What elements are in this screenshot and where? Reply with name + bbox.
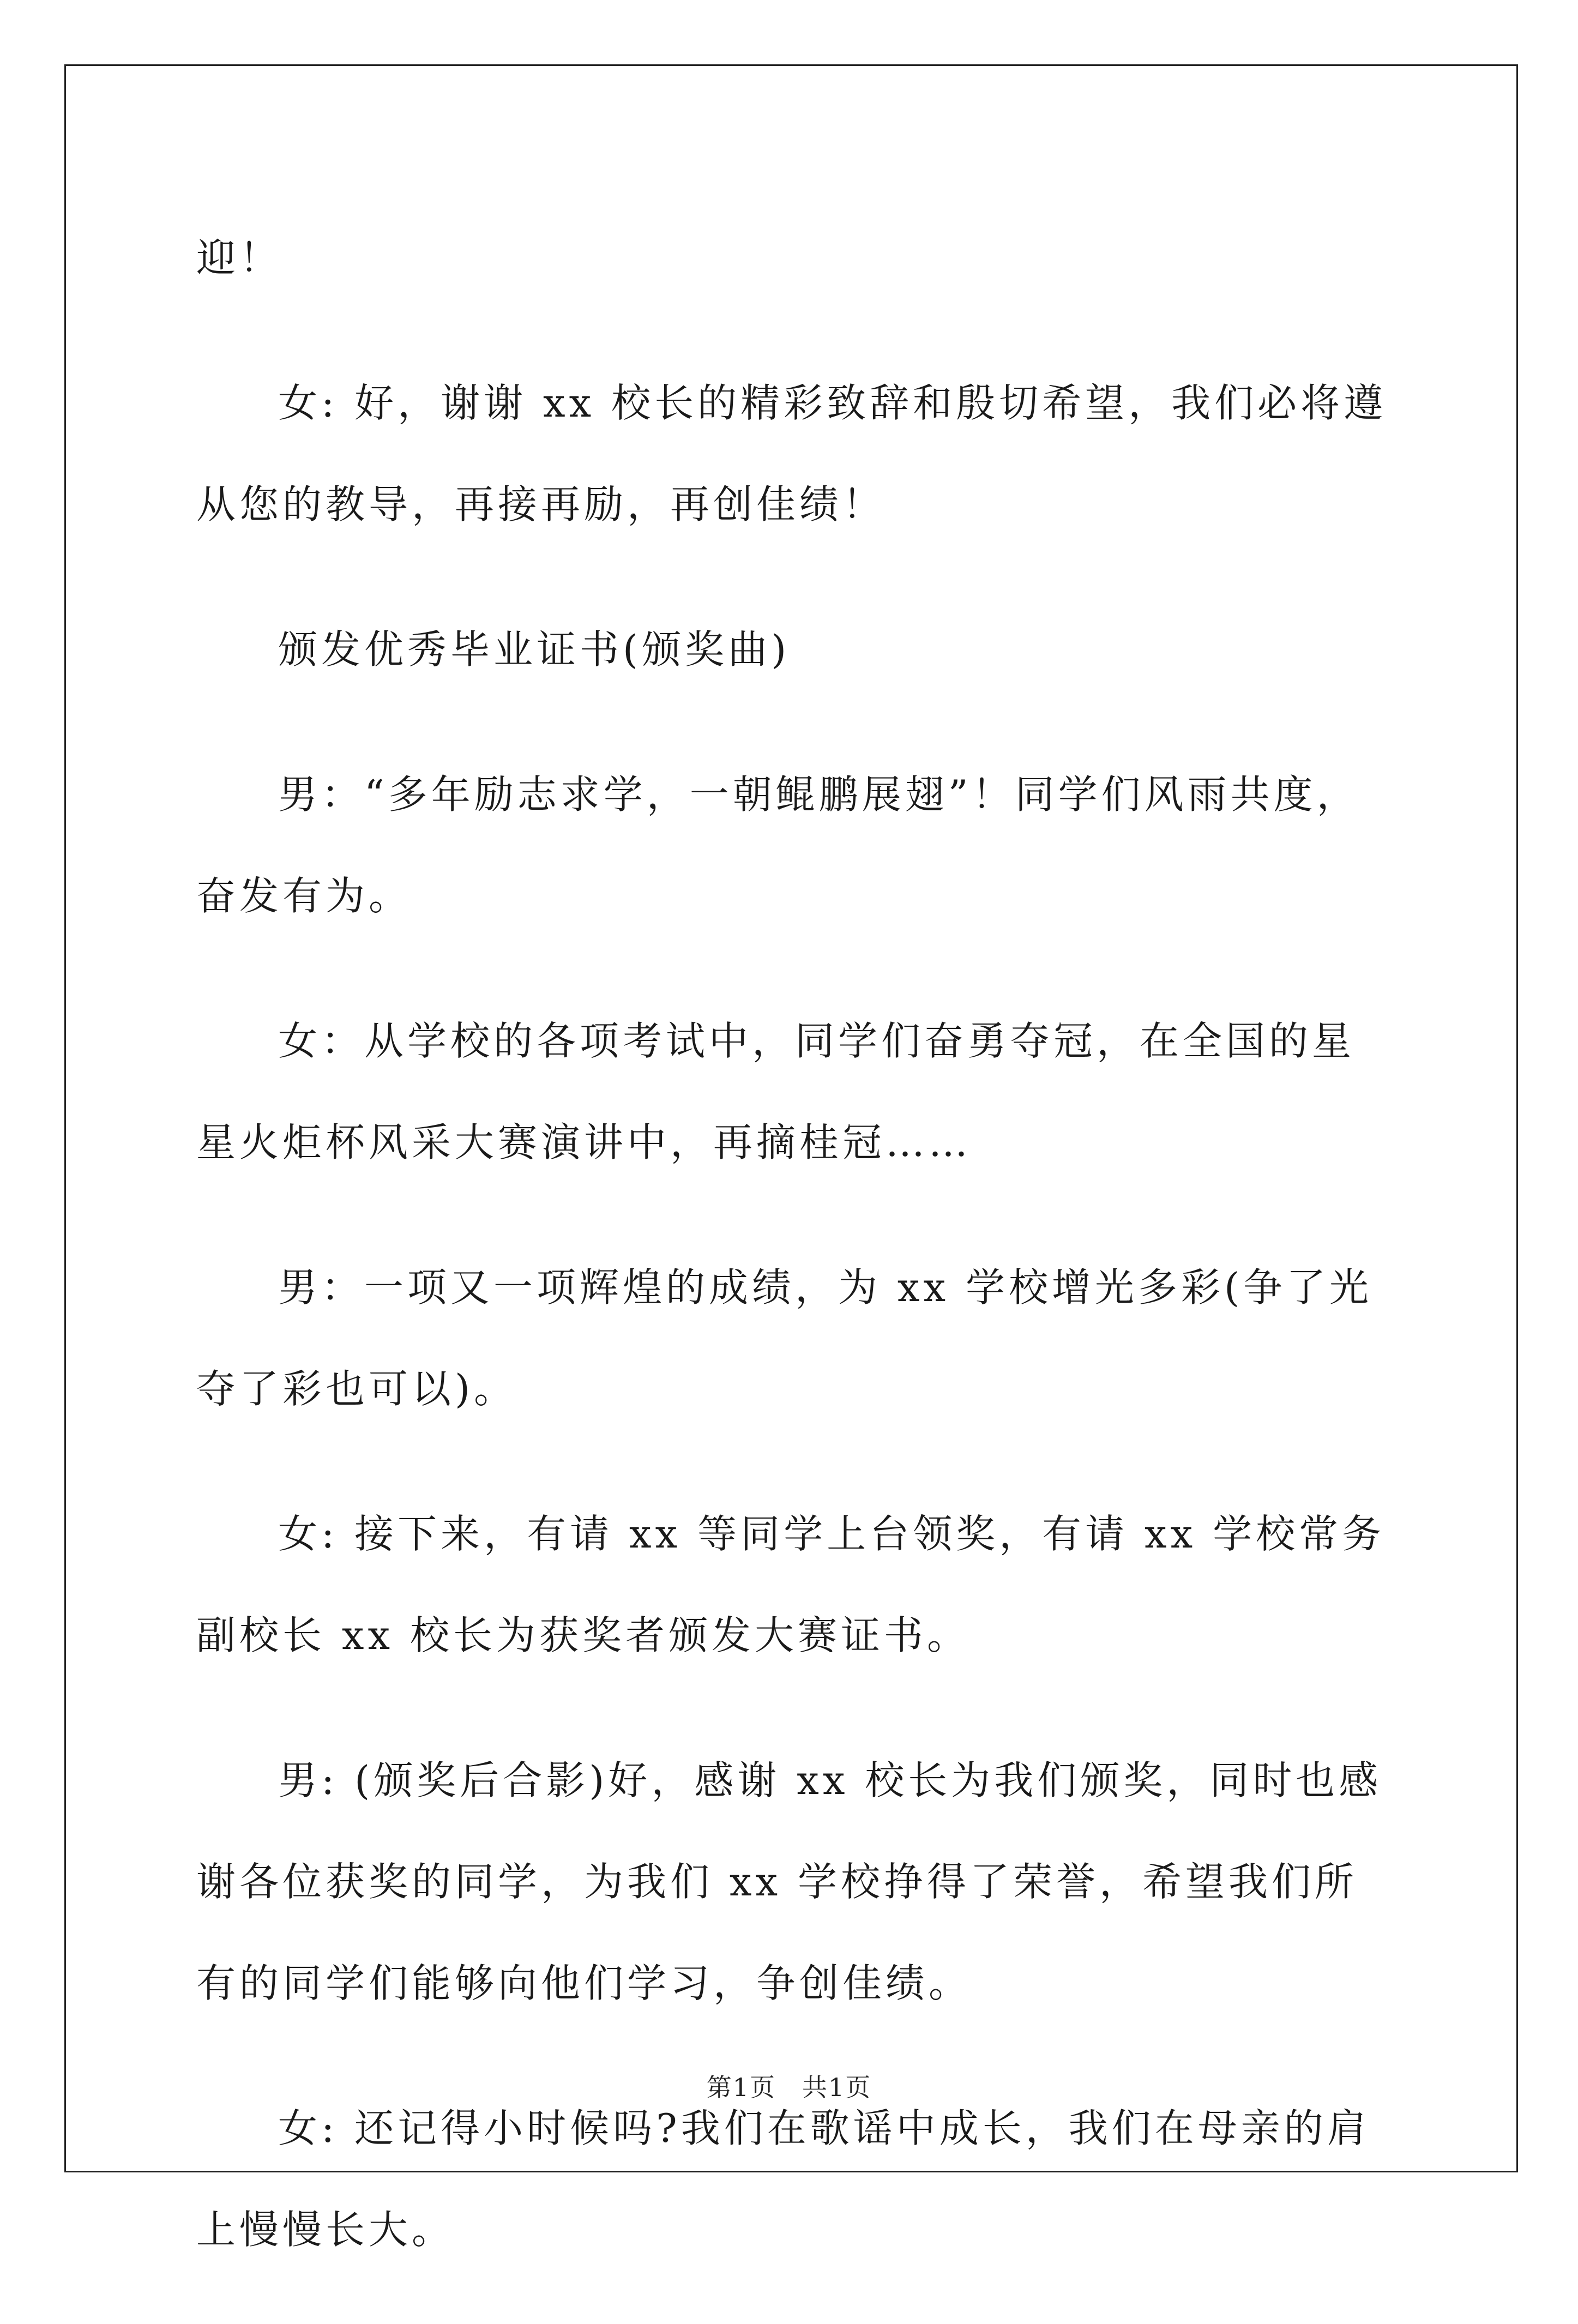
paragraph: 男：一项又一项辉煌的成绩，为 xx 学校增光多彩(争了光夺了彩也可以)。: [196, 1265, 1373, 1412]
paragraph: 男: (颁奖后合影)好，感谢 xx 校长为我们颁奖，同时也感谢各位获奖的同学，为我们 xx 学校挣得了荣誉，希望我们所有的同学们能够向他们学习，争创佳绩。: [196, 1757, 1382, 2006]
paragraph: 女: 好，谢谢 xx 校长的精彩致辞和殷切希望，我们必将遵从您的教导，再接再励，再创佳绩！: [196, 380, 1387, 527]
paragraph: 女: 还记得小时候吗?我们在歌谣中成长，我们在母亲的肩上慢慢长大。: [196, 2105, 1370, 2253]
paragraph: 颁发优秀毕业证书(颁奖曲): [278, 627, 791, 672]
paragraph: 男：“多年励志求学，一朝鲲鹏展翅”！同学们风雨共度，奋发有为。: [196, 772, 1360, 919]
document-body: [196, 207, 1396, 2324]
page-footer: 第1页 共1页: [706, 2073, 872, 2102]
paragraph: 女: 接下来，有请 xx 等同学上台领奖，有请 xx 学校常务副校长 xx 校长为获奖者颁发大赛证书。: [196, 1511, 1386, 1658]
paragraph: 女：从学校的各项考试中，同学们奋勇夺冠，在全国的星星火炬杯风采大赛演讲中，再摘桂冠……: [196, 1018, 1356, 1165]
paragraph: 迎！: [196, 235, 283, 281]
